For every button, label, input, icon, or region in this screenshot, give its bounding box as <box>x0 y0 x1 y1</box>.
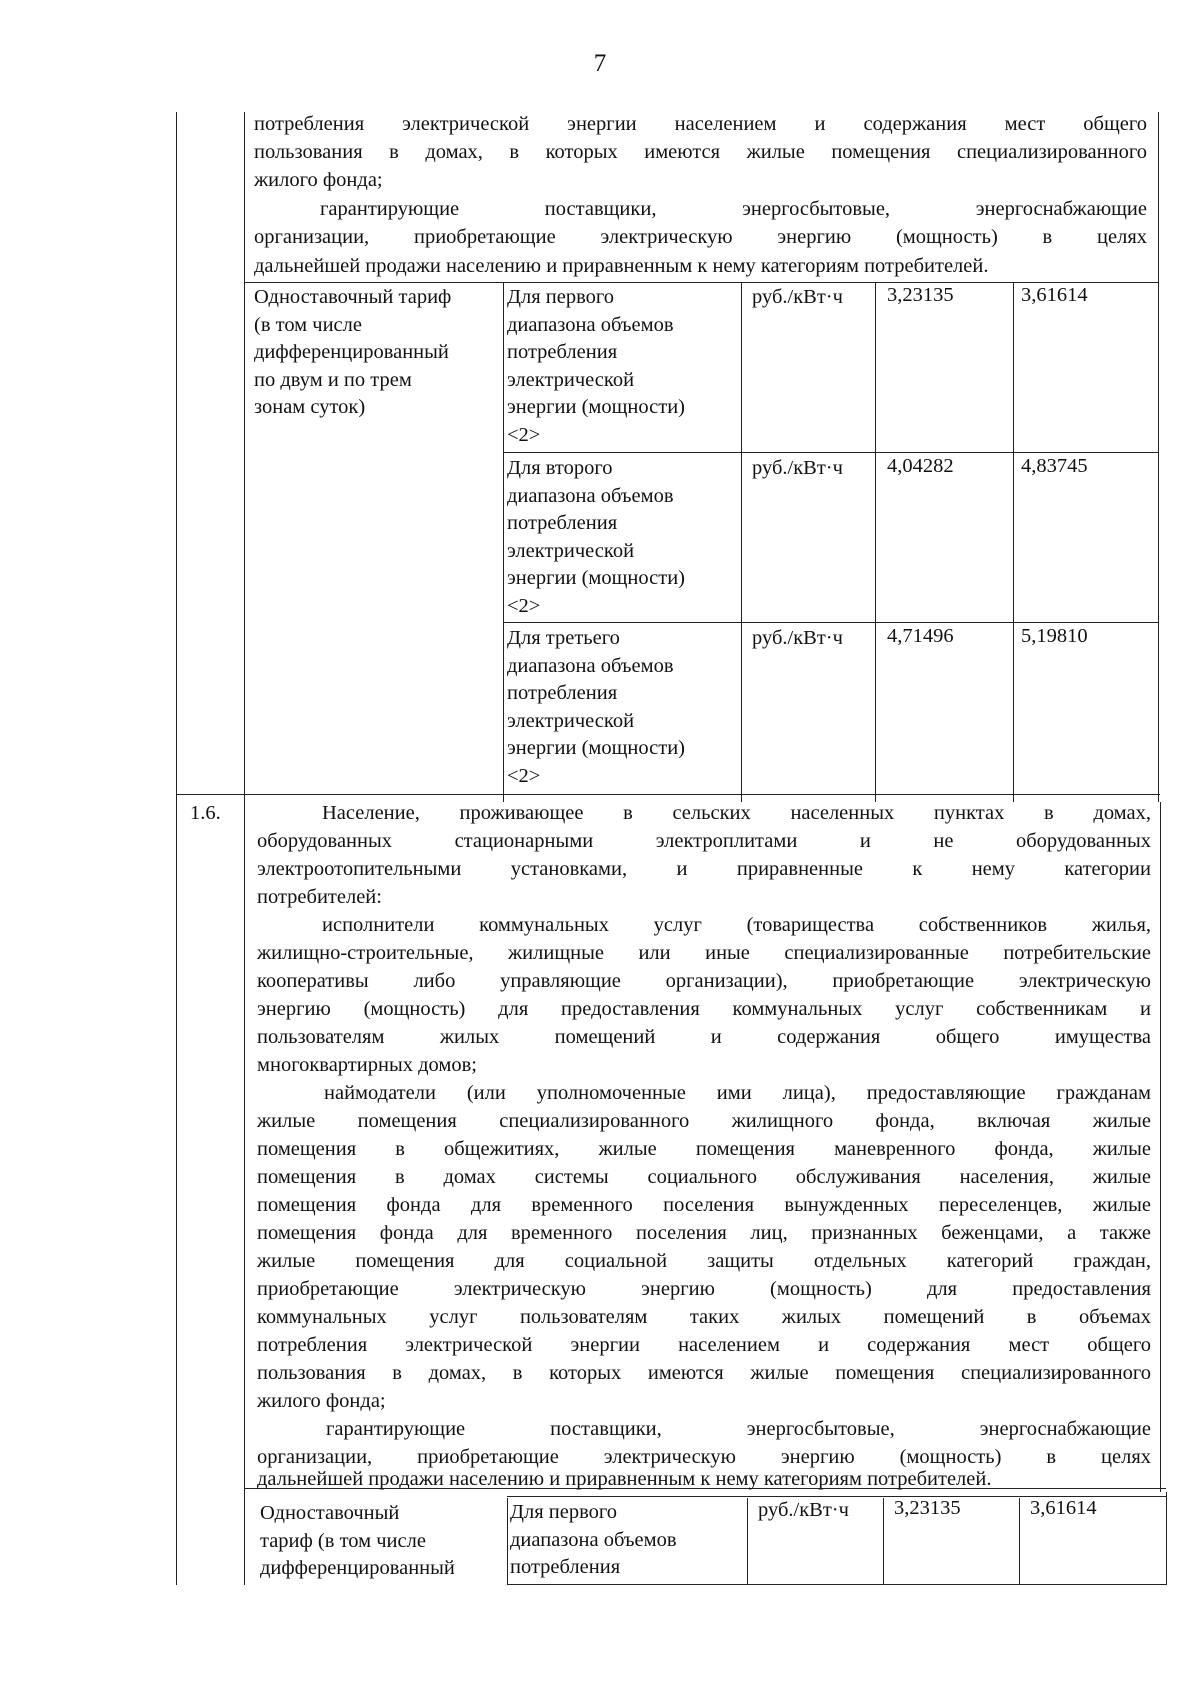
section-line: помещения фонда для временного поселения вынужденных переселенцев, жилые <box>257 1194 1151 1216</box>
t2-col-value2-border <box>1019 1498 1020 1585</box>
t2-tariff-label-line: Одноставочный <box>260 1502 400 1524</box>
section-line: жилого фонда; <box>257 1390 386 1412</box>
section-line: энергию (мощность) для предоставления коммунальных услуг собственникам и <box>257 998 1151 1020</box>
t1-tariff-label-line: (в том числе <box>254 313 362 336</box>
t1-row2-range-line: электрической <box>507 539 635 562</box>
section-line: помещения в домах системы социального обслуживания населения, жилые <box>257 1166 1151 1188</box>
section-line: помещения фонда для временного поселения лиц, признанных беженцами, а также <box>257 1222 1151 1244</box>
t1-row2-range-line: <2> <box>507 594 541 617</box>
number-column-border-bottom <box>244 802 245 1585</box>
section-line: помещения в общежитиях, жилые помещения маневренного фонда, жилые <box>257 1138 1151 1160</box>
section-line: организации, приобретающие электрическую энергию (мощность) в целях <box>257 1446 1151 1468</box>
t2-col-range-border <box>507 1498 508 1585</box>
section-line: потребителей: <box>257 886 382 908</box>
t2-tariff-label-line: дифференцированный <box>260 1557 455 1579</box>
top-line-4: гарантирующие поставщики, энергосбытовые, энергоснабжающие <box>320 198 1147 220</box>
t2-value1: 3,23135 <box>894 1497 961 1519</box>
section-line: оборудованных стационарными электроплитами и не оборудованных <box>257 830 1151 852</box>
t1-col-value1-border <box>875 283 876 802</box>
t1-row3-range-line: потребления <box>507 682 618 704</box>
t2-range-line: диапазона объемов <box>510 1528 677 1551</box>
t1-row1-range-line: энергии (мощности) <box>507 396 686 418</box>
section-line: электроотопительными установками, и приравненные к нему категории <box>257 858 1151 880</box>
t1-row2-unit: руб./кВт·ч <box>752 457 843 479</box>
t2-col-value1-border <box>883 1498 884 1585</box>
section-line: кооперативы либо управляющие организации), приобретающие электрическую <box>257 970 1151 992</box>
t1-bottom-border <box>176 794 1160 795</box>
number-column-border-top <box>244 112 245 802</box>
outer-right-border-lower <box>1160 802 1161 1492</box>
t1-row1-range-line: потребления <box>507 341 618 363</box>
t1-row3-range <box>507 625 685 790</box>
outer-left-border <box>176 112 177 1585</box>
t1-row2-range-line: Для второго <box>507 457 613 479</box>
t1-row1-range-line: диапазона объемов <box>507 313 674 336</box>
t1-row3-range-line: электрической <box>507 709 635 732</box>
t1-row1-range-line: электрической <box>507 368 635 391</box>
t1-row1-value1: 3,23135 <box>887 284 954 306</box>
t2-tariff-label <box>260 1500 455 1583</box>
section-line: приобретающие электрическую энергию (мощность) для предоставления <box>257 1278 1151 1300</box>
section-line: пользователям жилых помещений и содержания общего имущества <box>257 1026 1151 1048</box>
t2-col-unit-border <box>747 1498 748 1585</box>
section-number: 1.6. <box>190 802 221 824</box>
t1-row3-range-line: <2> <box>507 764 541 787</box>
t1-row1-range-line: <2> <box>507 423 541 446</box>
section-line: потребления электрической энергии населением и содержания мест общего <box>257 1334 1151 1356</box>
t1-row2-value2: 4,83745 <box>1021 455 1088 477</box>
t1-col-unit-border <box>741 283 742 802</box>
t2-range-line: Для первого <box>510 1501 618 1523</box>
t1-col-range-border <box>503 283 504 802</box>
section-line: наймодатели (или уполномоченные ими лица), предоставляющие гражданам <box>324 1082 1151 1104</box>
t2-bottom-border <box>507 1584 1166 1585</box>
section-line: исполнители коммунальных услуг (товарищества собственников жилья, <box>322 914 1151 936</box>
page-number: 7 <box>593 50 607 77</box>
t1-tariff-label-line: дифференцированный <box>254 341 449 363</box>
t1-row1-unit: руб./кВт·ч <box>752 286 843 308</box>
t2-right-border <box>1166 1492 1167 1585</box>
section-line: жилищно-строительные, жилищные или иные специализированные потребительские <box>257 942 1151 964</box>
section-line: гарантирующие поставщики, энергосбытовые, энергоснабжающие <box>326 1418 1151 1440</box>
t2-value2: 3,61614 <box>1030 1497 1097 1519</box>
t1-row3-unit: руб./кВт·ч <box>752 627 843 649</box>
top-line-3: жилого фонда; <box>254 169 383 191</box>
t1-row2-range <box>507 455 685 620</box>
t1-row3-range-line: энергии (мощности) <box>507 737 686 759</box>
t2-range <box>510 1499 677 1582</box>
top-line-1: потребления электрической энергии населением и содержания мест общего <box>254 113 1147 135</box>
top-line-6: дальнейшей продажи населению и приравненным к нему категориям потребителей. <box>254 255 989 277</box>
t1-row2-range-line: энергии (мощности) <box>507 567 686 589</box>
t1-row2-range-line: потребления <box>507 512 618 534</box>
t1-row1-range <box>507 284 685 449</box>
t1-tariff-label <box>254 284 451 422</box>
section-line: пользования в домах, в которых имеются жилые помещения специализированного <box>257 1362 1151 1384</box>
section-line: коммунальных услуг пользователям таких жилых помещений в объемах <box>257 1306 1151 1328</box>
t1-row2-range-line: диапазона объемов <box>507 484 674 507</box>
t2-range-line: потребления <box>510 1556 621 1578</box>
t1-col-value2-border <box>1013 283 1014 802</box>
t1-row3-range-line: Для третьего <box>507 627 620 649</box>
t1-tariff-label-line: зонам суток) <box>254 396 366 418</box>
section-line: многоквартирных домов; <box>257 1054 477 1076</box>
section-line: жилые помещения специализированного жилищного фонда, включая жилые <box>257 1110 1151 1132</box>
t1-row1-value2: 3,61614 <box>1021 284 1088 306</box>
t1-row3-value1: 4,71496 <box>887 625 954 647</box>
t1-row3-value2: 5,19810 <box>1021 625 1088 647</box>
t1-row1-range-line: Для первого <box>507 286 615 308</box>
t1-tariff-label-line: Одноставочный тариф <box>254 286 452 308</box>
t2-tariff-label-line: тариф (в том числе <box>260 1529 426 1552</box>
section-line: Население, проживающее в сельских населенных пунктах в домах, <box>322 802 1151 824</box>
top-line-2: пользования в домах, в которых имеются жилые помещения специализированного <box>254 141 1147 163</box>
t2-unit: руб./кВт·ч <box>758 1499 849 1521</box>
t1-row3-range-line: диапазона объемов <box>507 654 674 677</box>
section-line: жилые помещения для социальной защиты отдельных категорий граждан, <box>257 1250 1151 1272</box>
t1-tariff-label-line: по двум и по трем <box>254 368 412 391</box>
outer-right-border <box>1158 112 1159 802</box>
t1-row2-value1: 4,04282 <box>887 455 954 477</box>
section-line: дальнейшей продажи населению и приравненным к нему категориям потребителей. <box>257 1468 992 1490</box>
top-line-5: организации, приобретающие электрическую энергию (мощность) в целях <box>254 226 1147 248</box>
